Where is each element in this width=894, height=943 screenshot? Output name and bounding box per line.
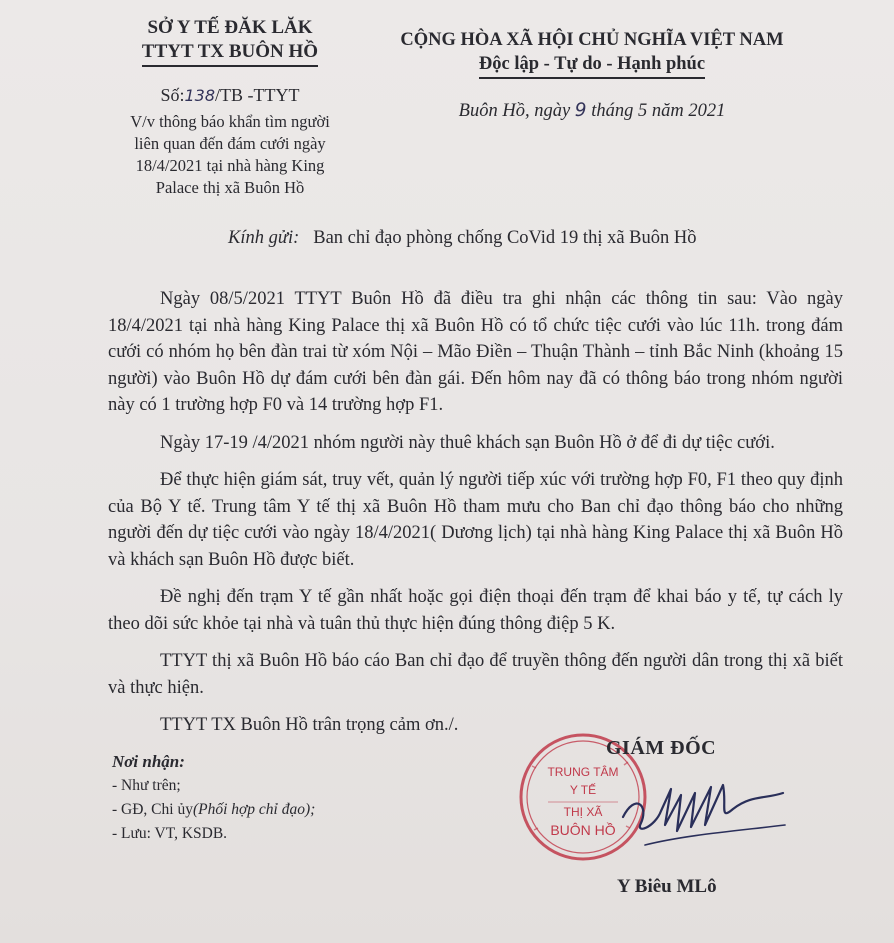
national-motto: Độc lập - Tự do - Hạnh phúc — [479, 52, 705, 79]
subject-line: V/v thông báo khẩn tìm người — [130, 112, 330, 131]
signer-position: GIÁM ĐỐC — [606, 737, 717, 759]
subject-line: 18/4/2021 tại nhà hàng King — [135, 156, 325, 175]
recipients-list — [112, 750, 452, 846]
subject-line: liên quan đến đám cưới ngày — [134, 134, 326, 153]
national-header-block — [372, 28, 812, 123]
handwritten-signature — [615, 765, 790, 855]
document-number-suffix: /TB -TTYT — [215, 85, 300, 105]
subject-line: Palace thị xã Buôn Hồ — [155, 178, 305, 197]
document-number-prefix: Số: — [160, 85, 185, 105]
body-paragraph: Ngày 08/5/2021 TTYT Buôn Hồ đã điều tra ghi nhận các thông tin sau: Vào ngày 18/4/2021 tại nhà hàng King Palace thị xã Buôn Hồ có tổ chức tiệc cưới vào lúc 11h. trong đám cưới có nhóm họ bên đàn trai từ xóm Nội – Mão Điền – Thuận Thành – tỉnh Bắc Ninh (khoảng 15 người) vào Buôn Hồ dự đám cưới bên đàn gái. Đến hôm nay đã có thông báo trong nhóm người này có 1 trường hợp F0 và 14 trường hợp F1. — [108, 289, 843, 415]
date-before-day: Buôn Hồ, ngày — [458, 101, 575, 121]
body-paragraph: TTYT TX Buôn Hồ trân trọng cảm ơn./. — [160, 715, 459, 735]
signer-name: Y Biêu MLô — [617, 876, 717, 897]
document-number — [105, 83, 355, 108]
body-paragraph: Để thực hiện giám sát, truy vết, quản lý người tiếp xúc với trường hợp F0, F1 theo quy định của Bộ Y tế. Trung tâm Y tế thị xã Buôn Hồ tham mưu cho Ban chỉ đạo thông báo cho những người đến dự tiệc cưới vào ngày 18/4/2021( Dương lịch) tại nhà hàng King Palace thị xã Buôn Hồ và khách sạn Buôn Hồ được biết. — [108, 470, 843, 570]
seal-line3: THỊ XÃ — [563, 805, 603, 819]
recipients-item-main: - GĐ, Chi ủy — [112, 801, 193, 818]
recipients-item: - Như trên; — [112, 777, 181, 794]
document-subject — [105, 111, 355, 199]
body-paragraph: Đề nghị đến trạm Y tế gần nhất hoặc gọi điện thoại đến trạm để khai báo y tế, tự cách ly theo dõi sức khỏe tại nhà và tuân thủ thực hiện đúng thông điệp 5 K. — [108, 587, 843, 634]
issuing-agency-block — [105, 16, 355, 199]
agency-parent: SỞ Y TẾ ĐĂK LĂK — [147, 17, 313, 38]
recipients-item: - Lưu: VT, KSDB. — [112, 825, 228, 842]
body-paragraph: TTYT thị xã Buôn Hồ báo cáo Ban chỉ đạo để truyền thông đến người dân trong thị xã biết và thực hiện. — [108, 651, 843, 698]
agency-name: TTYT TX BUÔN HỒ — [142, 40, 318, 67]
date-day-handwritten: 9 — [574, 100, 587, 121]
recipients-title: Nơi nhận: — [112, 752, 185, 771]
recipient-label: Kính gửi: — [228, 228, 300, 248]
recipient-line — [228, 228, 697, 249]
place-and-date — [372, 99, 812, 123]
seal-line4: BUÔN HỒ — [550, 822, 616, 838]
recipient-value: Ban chỉ đạo phòng chống CoVid 19 thị xã Buôn Hồ — [313, 228, 697, 248]
nation-title: CỘNG HÒA XÃ HỘI CHỦ NGHĨA VIỆT NAM — [400, 30, 784, 50]
body-paragraph: Ngày 17-19 /4/2021 nhóm người này thuê khách sạn Buôn Hồ ở để đi dự tiệc cưới. — [160, 432, 775, 453]
date-after-day: tháng 5 năm 2021 — [586, 101, 726, 121]
seal-top-text: TRUNG TÂM — [547, 765, 619, 779]
document-number-handwritten: 138 — [184, 86, 216, 105]
recipients-item — [112, 798, 452, 822]
seal-middle-text: Y TẾ — [569, 783, 597, 797]
recipients-item-note: (Phối hợp chỉ đạo); — [192, 801, 316, 818]
document-body — [108, 286, 843, 750]
